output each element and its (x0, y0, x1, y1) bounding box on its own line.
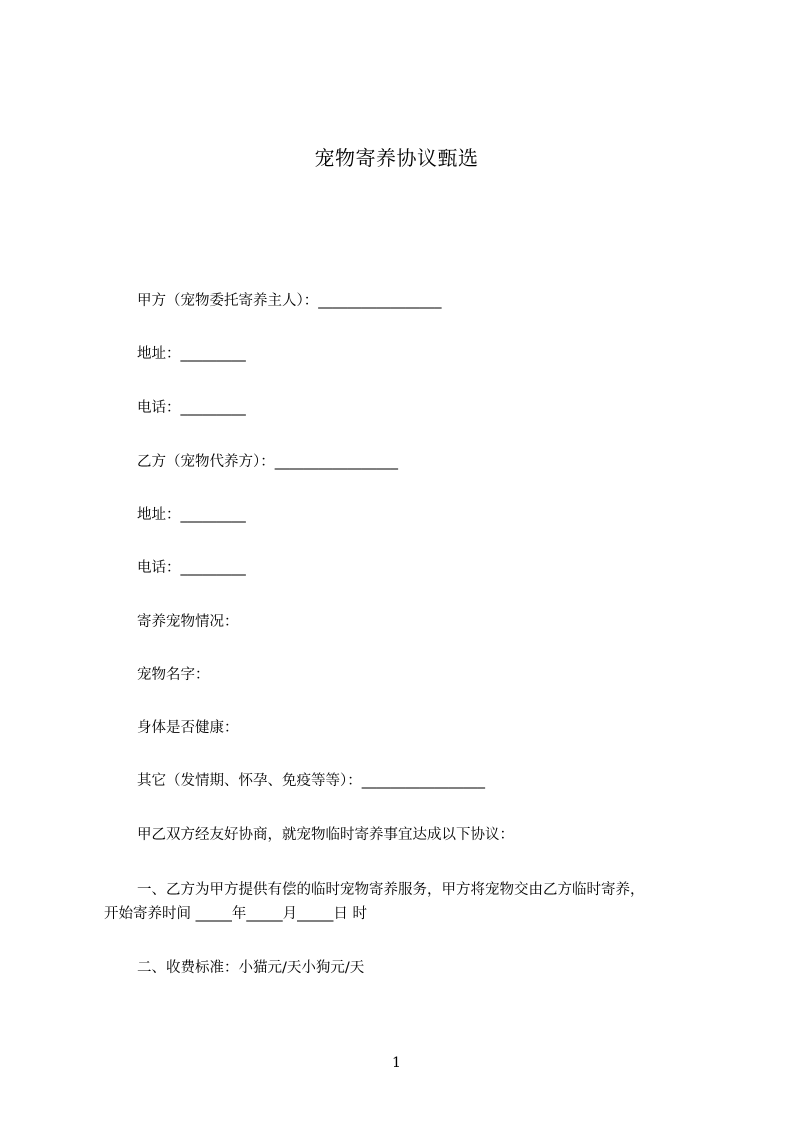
agreement-intro-line: 甲乙双方经友好协商，就宠物临时寄养事宜达成以下协议： (137, 827, 514, 843)
party-a-line: 甲方（宠物委托寄养主人）：_________________ (137, 293, 442, 309)
document-title: 宠物寄养协议甄选 (314, 146, 479, 170)
pet-health-line: 身体是否健康： (137, 720, 239, 736)
clause-one-continued-line: 开始寄养时间 _____年_____月_____日 时 (104, 906, 367, 922)
party-a-address-line: 地址：_________ (137, 346, 246, 362)
party-b-address-line: 地址：_________ (137, 507, 246, 523)
clause-two-line: 二、收费标准：小猫元/天小狗元/天 (137, 960, 365, 976)
party-a-phone-line: 电话：_________ (137, 400, 246, 416)
pet-name-line: 宠物名字： (137, 667, 210, 683)
page-number: 1 (392, 1055, 401, 1071)
clause-one-line: 一、乙方为甲方提供有偿的临时宠物寄养服务，甲方将宠物交由乙方临时寄养， (137, 882, 645, 898)
pet-situation-heading: 寄养宠物情况： (137, 614, 239, 630)
pet-other-line: 其它（发情期、怀孕、免疫等等）：_________________ (137, 773, 485, 789)
party-b-phone-line: 电话：_________ (137, 560, 246, 576)
party-b-line: 乙方（宠物代养方）：_________________ (137, 454, 398, 470)
